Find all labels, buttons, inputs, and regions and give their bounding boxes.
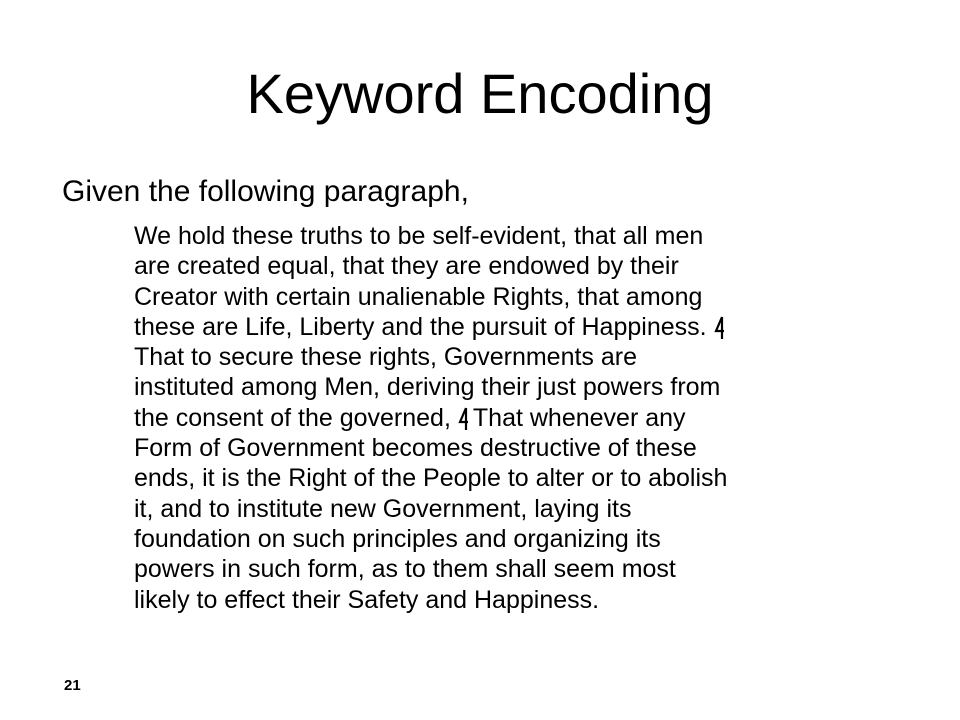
quote-line: powers in such form, as to them shall seem most (134, 555, 676, 584)
quote-line: We hold these truths to be self-evident, that all men (134, 222, 704, 250)
quote-line: That to secure these rights, Governments are (134, 343, 638, 372)
quote-line-text: the consent of the governed, (134, 403, 451, 432)
slide-number: 21 (64, 677, 81, 694)
quote-line: Form of Government becomes destructive of these (134, 434, 697, 463)
quote-line-text: these are Life, Liberty and the pursuit of Happiness. (134, 312, 707, 341)
quote-line: likely to effect their Safety and Happiness. (134, 585, 600, 614)
quote-line: foundation on such principles and organizing its (134, 524, 661, 553)
quote-line-with-mark (134, 403, 924, 433)
quote-line: it, and to institute new Government, laying its (134, 494, 632, 523)
quote-line: are created equal, that they are endowed by their (134, 252, 679, 281)
pilcrow-icon (713, 315, 727, 348)
quote-line: instituted among Men, deriving their just powers from (134, 373, 721, 402)
quote-line-with-mark (134, 312, 924, 342)
slide-title: Keyword Encoding (246, 62, 714, 125)
quote-line: Creator with certain unalienable Rights, that among (134, 282, 703, 311)
quote-line-text: That whenever any (472, 403, 686, 432)
quoted-paragraph (134, 221, 924, 615)
intro-text: Given the following paragraph, (62, 175, 469, 208)
quote-line: ends, it is the Right of the People to alter or to abolish (134, 464, 728, 493)
